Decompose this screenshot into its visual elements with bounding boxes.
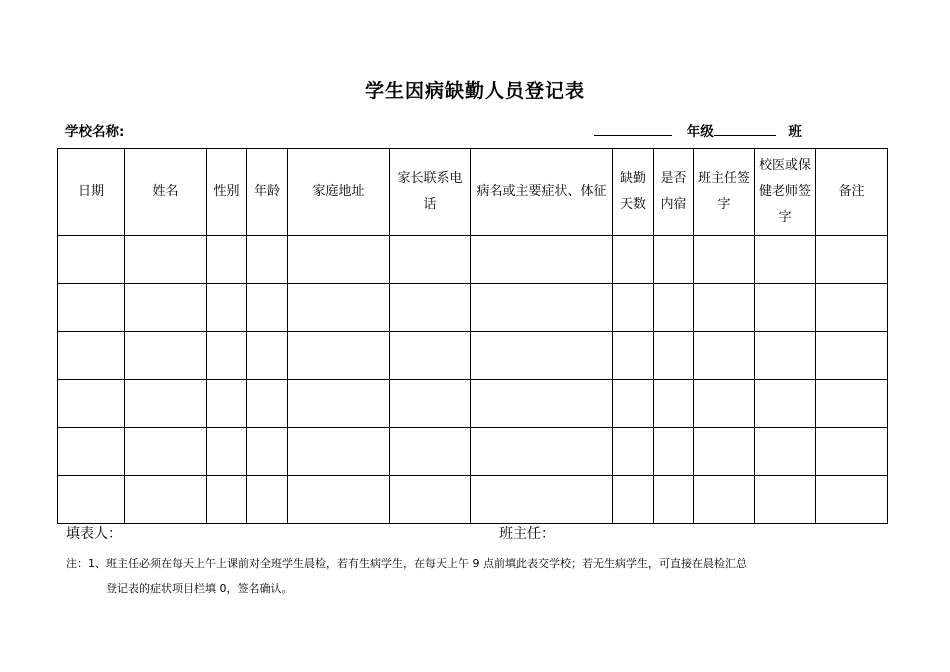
cell-date[interactable] — [58, 236, 125, 284]
cell-doctor-sign[interactable] — [755, 428, 816, 476]
cell-absence-days[interactable] — [613, 236, 654, 284]
cell-symptoms[interactable] — [471, 332, 613, 380]
cell-name[interactable] — [125, 476, 207, 524]
cell-parent-phone[interactable] — [390, 476, 471, 524]
table-row — [58, 380, 888, 428]
cell-age[interactable] — [247, 284, 288, 332]
col-gender-header: 性别 — [207, 149, 247, 236]
note-line-1: 注：1、班主任必须在每天上午上课前对全班学生晨检，若有生病学生，在每天上午 9 点前填此表交学校；若无生病学生，可直接在晨检汇总 — [66, 557, 747, 570]
table-row — [58, 476, 888, 524]
cell-head-teacher-sign[interactable] — [694, 476, 755, 524]
grade-blank[interactable] — [594, 122, 672, 136]
cell-remarks[interactable] — [816, 380, 888, 428]
header-row — [58, 149, 888, 236]
grade-label: 年级 — [686, 124, 714, 140]
cell-boarding[interactable] — [654, 236, 694, 284]
cell-remarks[interactable] — [816, 476, 888, 524]
cell-date[interactable] — [58, 380, 125, 428]
cell-boarding[interactable] — [654, 380, 694, 428]
cell-age[interactable] — [247, 428, 288, 476]
cell-absence-days[interactable] — [613, 284, 654, 332]
cell-doctor-sign[interactable] — [755, 380, 816, 428]
table-row — [58, 428, 888, 476]
cell-name[interactable] — [125, 236, 207, 284]
note-line-2: 登记表的症状项目栏填 0，签名确认。 — [106, 582, 293, 595]
cell-gender[interactable] — [207, 332, 247, 380]
cell-doctor-sign[interactable] — [755, 476, 816, 524]
cell-boarding[interactable] — [654, 332, 694, 380]
cell-remarks[interactable] — [816, 332, 888, 380]
col-symptoms-header: 病名或主要症状、体征 — [471, 149, 613, 236]
col-doctor-sign-header: 校医或保健老师签字 — [755, 149, 816, 236]
col-name-header: 姓名 — [125, 149, 207, 236]
col-age-header: 年龄 — [247, 149, 288, 236]
cell-symptoms[interactable] — [471, 236, 613, 284]
cell-name[interactable] — [125, 380, 207, 428]
school-name-label: 学校名称: — [65, 124, 125, 140]
cell-name[interactable] — [125, 284, 207, 332]
cell-age[interactable] — [247, 332, 288, 380]
cell-age[interactable] — [247, 380, 288, 428]
class-blank[interactable] — [714, 122, 776, 136]
cell-age[interactable] — [247, 476, 288, 524]
col-date-header: 日期 — [58, 149, 125, 236]
cell-name[interactable] — [125, 428, 207, 476]
cell-boarding[interactable] — [654, 284, 694, 332]
cell-doctor-sign[interactable] — [755, 332, 816, 380]
cell-gender[interactable] — [207, 380, 247, 428]
cell-absence-days[interactable] — [613, 332, 654, 380]
cell-gender[interactable] — [207, 236, 247, 284]
cell-absence-days[interactable] — [613, 476, 654, 524]
cell-parent-phone[interactable] — [390, 332, 471, 380]
cell-address[interactable] — [288, 476, 390, 524]
cell-symptoms[interactable] — [471, 476, 613, 524]
cell-remarks[interactable] — [816, 284, 888, 332]
cell-absence-days[interactable] — [613, 428, 654, 476]
cell-doctor-sign[interactable] — [755, 284, 816, 332]
class-label: 班 — [788, 124, 802, 140]
cell-head-teacher-sign[interactable] — [694, 284, 755, 332]
cell-parent-phone[interactable] — [390, 284, 471, 332]
cell-gender[interactable] — [207, 284, 247, 332]
cell-date[interactable] — [58, 284, 125, 332]
cell-address[interactable] — [288, 380, 390, 428]
cell-remarks[interactable] — [816, 236, 888, 284]
col-head-teacher-sign-header: 班主任签字 — [694, 149, 755, 236]
cell-address[interactable] — [288, 236, 390, 284]
cell-date[interactable] — [58, 476, 125, 524]
cell-head-teacher-sign[interactable] — [694, 332, 755, 380]
cell-date[interactable] — [58, 428, 125, 476]
col-address-header: 家庭地址 — [288, 149, 390, 236]
table-row — [58, 236, 888, 284]
cell-absence-days[interactable] — [613, 380, 654, 428]
cell-name[interactable] — [125, 332, 207, 380]
filler-label: 填表人： — [66, 526, 122, 542]
cell-symptoms[interactable] — [471, 284, 613, 332]
cell-age[interactable] — [247, 236, 288, 284]
col-absence-days-header: 缺勤天数 — [613, 149, 654, 236]
cell-boarding[interactable] — [654, 476, 694, 524]
cell-remarks[interactable] — [816, 428, 888, 476]
cell-symptoms[interactable] — [471, 380, 613, 428]
form-title: 学生因病缺勤人员登记表 — [364, 80, 585, 102]
cell-parent-phone[interactable] — [390, 380, 471, 428]
table-row — [58, 332, 888, 380]
cell-gender[interactable] — [207, 428, 247, 476]
cell-boarding[interactable] — [654, 428, 694, 476]
cell-address[interactable] — [288, 284, 390, 332]
grade-class-line — [594, 120, 802, 140]
cell-head-teacher-sign[interactable] — [694, 428, 755, 476]
head-teacher-label: 班主任： — [499, 526, 555, 542]
cell-gender[interactable] — [207, 476, 247, 524]
cell-parent-phone[interactable] — [390, 428, 471, 476]
cell-head-teacher-sign[interactable] — [694, 236, 755, 284]
cell-parent-phone[interactable] — [390, 236, 471, 284]
cell-doctor-sign[interactable] — [755, 236, 816, 284]
cell-symptoms[interactable] — [471, 428, 613, 476]
col-boarding-header: 是否内宿 — [654, 149, 694, 236]
cell-date[interactable] — [58, 332, 125, 380]
col-parent-phone-header: 家长联系电话 — [390, 149, 471, 236]
table-row — [58, 284, 888, 332]
register-table — [57, 148, 888, 524]
cell-address[interactable] — [288, 428, 390, 476]
cell-head-teacher-sign[interactable] — [694, 380, 755, 428]
col-remarks-header: 备注 — [816, 149, 888, 236]
cell-address[interactable] — [288, 332, 390, 380]
